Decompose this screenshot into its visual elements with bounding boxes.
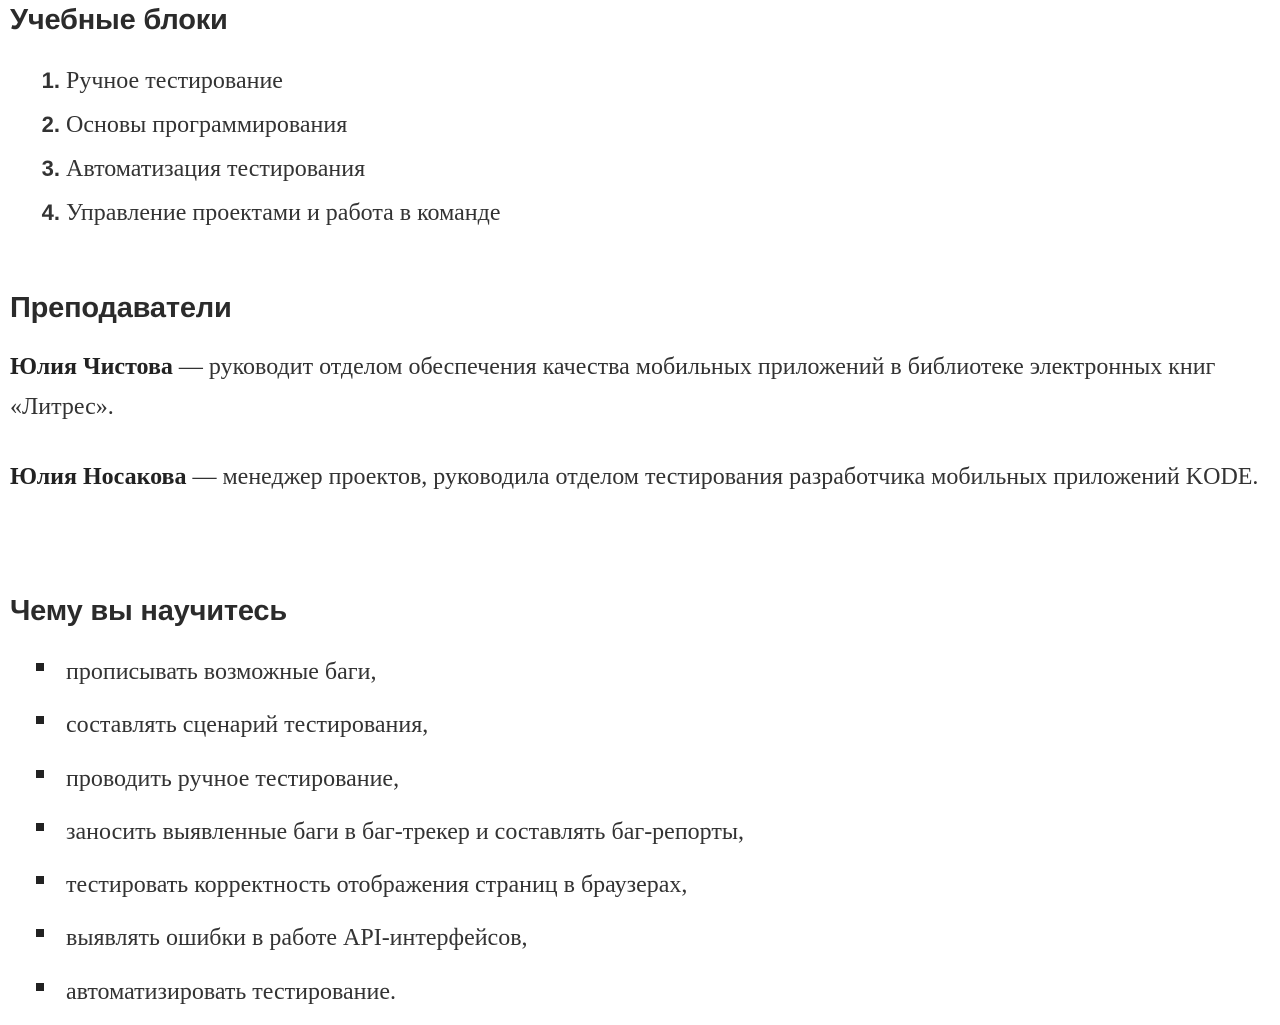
teacher-name: Юлия Носакова [10,464,187,490]
section-title-blocks: Учебные блоки [10,4,228,36]
dash: — [186,464,223,490]
list-number: 2. [41,112,60,137]
list-number: 1. [41,68,60,93]
list-item-label: автоматизировать тестирование. [66,978,397,1005]
list-item [10,918,744,971]
teacher-paragraph [10,347,1270,427]
teacher-description: менеджер проектов, руководила отделом тестирования разработчика мобильных приложений KODE. [222,464,1259,490]
list-item [10,62,500,106]
list-item [10,972,744,1025]
teacher-name: Юлия Чистова [10,354,173,380]
list-item-label: Основы программирования [66,112,348,138]
list-item-label: Управление проектами и работа в команде [66,200,501,226]
list-item [10,759,744,812]
skills-list [10,652,744,1025]
square-bullet-icon [10,882,66,892]
square-bullet-icon [10,722,66,732]
square-bullet-icon [10,776,66,786]
list-item [10,652,744,705]
square-bullet-icon [10,989,66,999]
section-title-skills: Чему вы научитесь [10,595,287,627]
list-number: 3. [41,156,60,181]
teacher-paragraph [10,457,1270,497]
list-item [10,194,500,238]
dash: — [172,354,209,380]
list-item-label: выявлять ошибки в работе API-интерфейсов, [66,925,528,952]
square-bullet-icon [10,829,66,839]
blocks-list [10,62,500,238]
list-item-label: заносить выявленные баги в баг-трекер и составлять баг-репорты, [66,818,744,845]
section-title-teachers: Преподаватели [10,292,232,324]
list-item-label: составлять сценарий тестирования, [66,712,429,739]
square-bullet-icon [10,669,66,679]
teacher-description: руководит отделом обеспечения качества мобильных приложений в библиотеке электронных книг «Литрес». [10,354,1216,420]
list-item [10,705,744,758]
list-item-label: проводить ручное тестирование, [66,765,400,792]
list-item [10,150,500,194]
list-item [10,812,744,865]
list-item-label: тестировать корректность отображения страниц в браузерах, [66,872,688,899]
list-item [10,106,500,150]
list-item-label: Автоматизация тестирования [66,156,366,182]
list-item [10,865,744,918]
list-item-label: Ручное тестирование [66,68,283,94]
list-item-label: прописывать возможные баги, [66,659,377,685]
list-number: 4. [41,200,60,225]
square-bullet-icon [10,935,66,945]
